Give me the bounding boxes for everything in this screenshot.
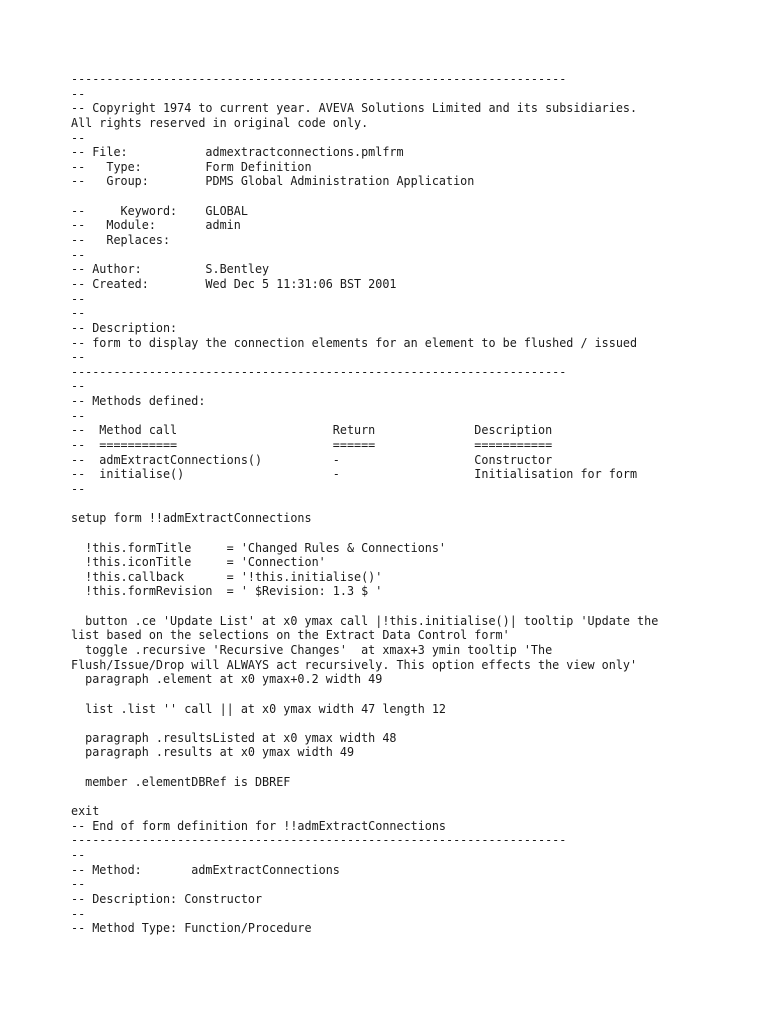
code-line: -- form to display the connection elements for an element to be flushed / issued xyxy=(71,334,638,350)
code-line: toggle .recursive 'Recursive Changes' at xmax+3 ymin tooltip 'The xyxy=(71,641,553,657)
code-line: -- End of form definition for !!admExtractConnections xyxy=(71,817,447,833)
code-line xyxy=(71,716,697,731)
code-line: -- Method call Return Description xyxy=(71,422,553,438)
code-line: -- Method: admExtractConnections xyxy=(71,861,340,877)
code-line: -- xyxy=(71,85,86,101)
code-line: !this.iconTitle = 'Connection' xyxy=(71,554,326,570)
code-line: -- admExtractConnections() - Constructor xyxy=(71,451,553,467)
code-line: paragraph .resultsListed at x0 ymax width 48 xyxy=(71,729,397,745)
code-line: -- Copyright 1974 to current year. AVEVA Solutions Limited and its subsidiaries. xyxy=(71,100,638,116)
code-line xyxy=(71,497,697,512)
code-line: -- xyxy=(71,407,86,423)
code-line: button .ce 'Update List' at x0 ymax call |!this.initialise()| tooltip 'Update the xyxy=(71,612,659,628)
code-line: list based on the selections on the Extract Data Control form' xyxy=(71,627,510,643)
code-line: -- Method Type: Function/Procedure xyxy=(71,920,312,936)
source-code-listing xyxy=(71,72,731,936)
code-line: -- Group: PDMS Global Administration Application xyxy=(71,173,475,189)
code-line: !this.formRevision = ' $Revision: 1.3 $ ' xyxy=(71,583,383,599)
code-line: -- Type: Form Definition xyxy=(71,158,312,174)
code-line: -- xyxy=(71,305,86,321)
code-line: ---------------------------------------------------------------------- xyxy=(71,363,567,379)
code-line: -- Methods defined: xyxy=(71,393,206,409)
code-line: setup form !!admExtractConnections xyxy=(71,510,312,526)
code-line: -- Keyword: GLOBAL xyxy=(71,202,248,218)
code-line xyxy=(71,189,697,204)
code-line: -- xyxy=(71,480,86,496)
code-line: -- xyxy=(71,290,86,306)
code-line: -- xyxy=(71,246,86,262)
code-line xyxy=(71,687,697,702)
code-line: -- Author: S.Bentley xyxy=(71,261,270,277)
code-line: ---------------------------------------------------------------------- xyxy=(71,832,567,848)
code-line xyxy=(71,789,697,804)
code-line: -- File: admextractconnections.pmlfrm xyxy=(71,144,404,160)
code-line: member .elementDBRef is DBREF xyxy=(71,773,291,789)
code-line xyxy=(71,526,697,541)
code-line: -- xyxy=(71,349,86,365)
code-line: list .list '' call || at x0 ymax width 47 length 12 xyxy=(71,700,447,716)
code-line: Flush/Issue/Drop will ALWAYS act recursively. This option effects the view only' xyxy=(71,656,638,672)
code-line: paragraph .results at x0 ymax width 49 xyxy=(71,744,355,760)
code-line: -- xyxy=(71,876,86,892)
code-line: exit xyxy=(71,803,100,819)
code-line: paragraph .element at x0 ymax+0.2 width 49 xyxy=(71,671,383,687)
code-line: All rights reserved in original code only. xyxy=(71,114,369,130)
code-line: -- Description: Constructor xyxy=(71,890,263,906)
code-line: ---------------------------------------------------------------------- xyxy=(71,71,567,86)
code-line: -- xyxy=(71,129,86,145)
code-line: -- xyxy=(71,905,86,921)
code-line: -- xyxy=(71,378,86,394)
code-line: !this.callback = '!this.initialise()' xyxy=(71,568,383,584)
code-line: -- xyxy=(71,846,86,862)
code-line: !this.formTitle = 'Changed Rules & Connections' xyxy=(71,539,447,555)
code-line xyxy=(71,760,697,775)
code-line xyxy=(71,599,697,614)
code-line: -- Description: xyxy=(71,319,178,335)
code-line: -- =========== ====== =========== xyxy=(71,437,553,453)
code-line: -- initialise() - Initialisation for form xyxy=(71,466,638,482)
code-line: -- Module: admin xyxy=(71,217,241,233)
code-line: -- Created: Wed Dec 5 11:31:06 BST 2001 xyxy=(71,275,397,291)
code-line: -- Replaces: xyxy=(71,232,171,248)
